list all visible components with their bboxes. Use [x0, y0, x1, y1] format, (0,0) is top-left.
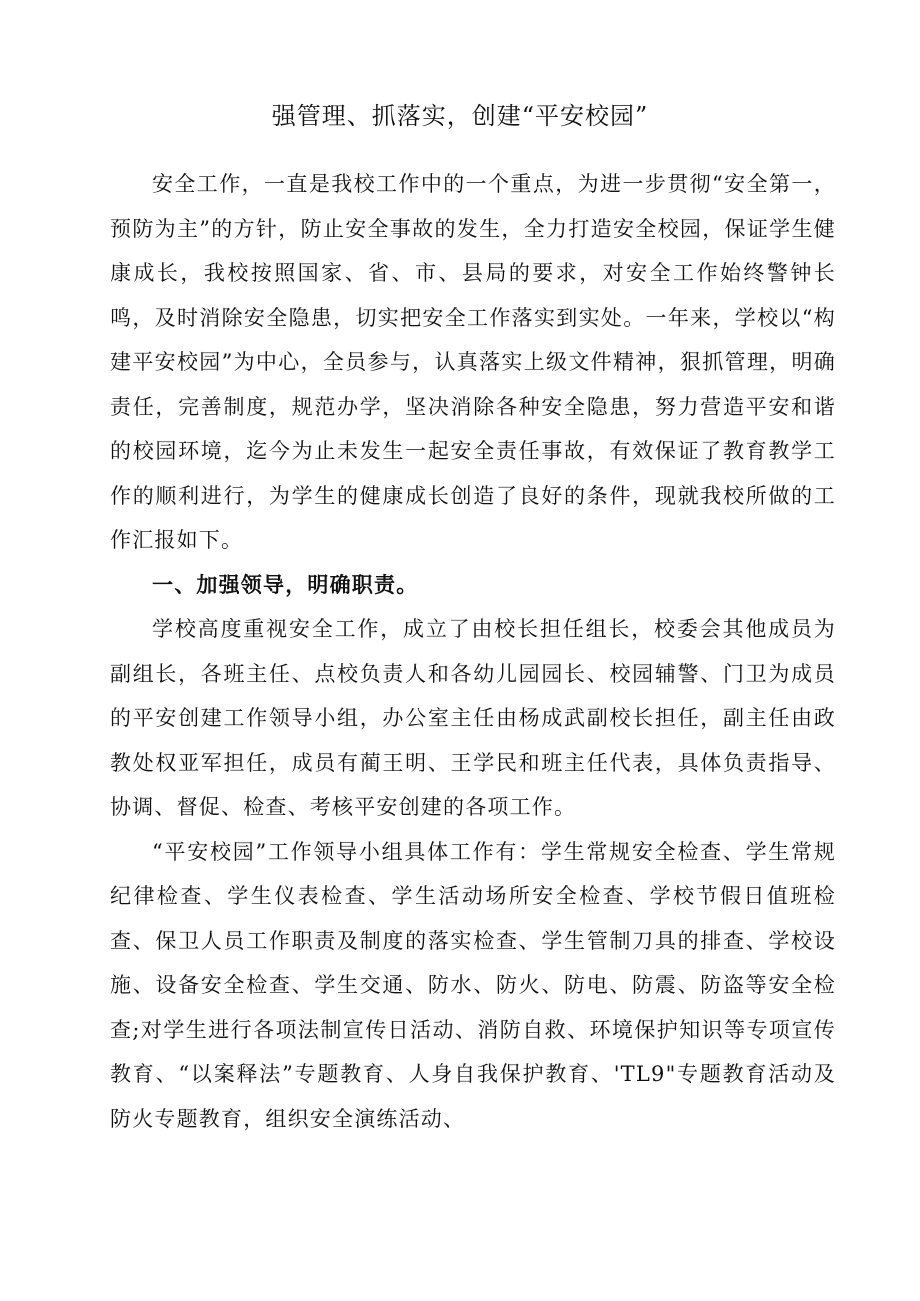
document-body [110, 162, 836, 1141]
paragraph-intro: 安全工作，一直是我校工作中的一个重点，为进一步贯彻“安全第一，预防为主”的方针，防止安全事故的发生，全力打造安全校园，保证学生健康成长，我校按照国家、省、市、县局的要求，对安全工作始终警钟长鸣，及时消除安全隐患，切实把安全工作落实到实处。一年来，学校以“构建平安校园”为中心，全员参与，认真落实上级文件精神，狠抓管理，明确责任，完善制度，规范办学，坚决消除各种安全隐患，努力营造平安和谐的校园环境，迄今为止未发生一起安全责任事故，有效保证了教育教学工作的顺利进行，为学生的健康成长创造了良好的条件，现就我校所做的工作汇报如下。 [110, 172, 836, 552]
section-heading-1: 一、加强领导，明确职责。 [152, 571, 419, 597]
paragraph-leadership: 学校高度重视安全工作，成立了由校长担任组长，校委会其他成员为副组长，各班主任、点校负责人和各幼儿园园长、校园辅警、门卫为成员的平安创建工作领导小组，办公室主任由杨成武副校长担任，副主任由政教处权亚军担任，成员有蔺王明、王学民和班主任代表，具体负责指导、协调、督促、检查、考核平安创建的各项工作。 [110, 617, 836, 819]
paragraph-tasks: “平安校园”工作领导小组具体工作有：学生常规安全检查、学生常规纪律检查、学生仪表检查、学生活动场所安全检查、学校节假日值班检查、保卫人员工作职责及制度的落实检查、学生管制刀具的排查、学校设施、设备安全检查、学生交通、防水、防火、防电、防震、防盗等安全检查;对学生进行各项法制宣传日活动、消防自救、环境保护知识等专项宣传教育、“以案释法”专题教育、人身自我保护教育、'TL9"专题教育活动及防火专题教育，组织安全演练活动、 [110, 839, 836, 1131]
document-title: 强管理、抓落实，创建“平安校园” [271, 102, 649, 130]
